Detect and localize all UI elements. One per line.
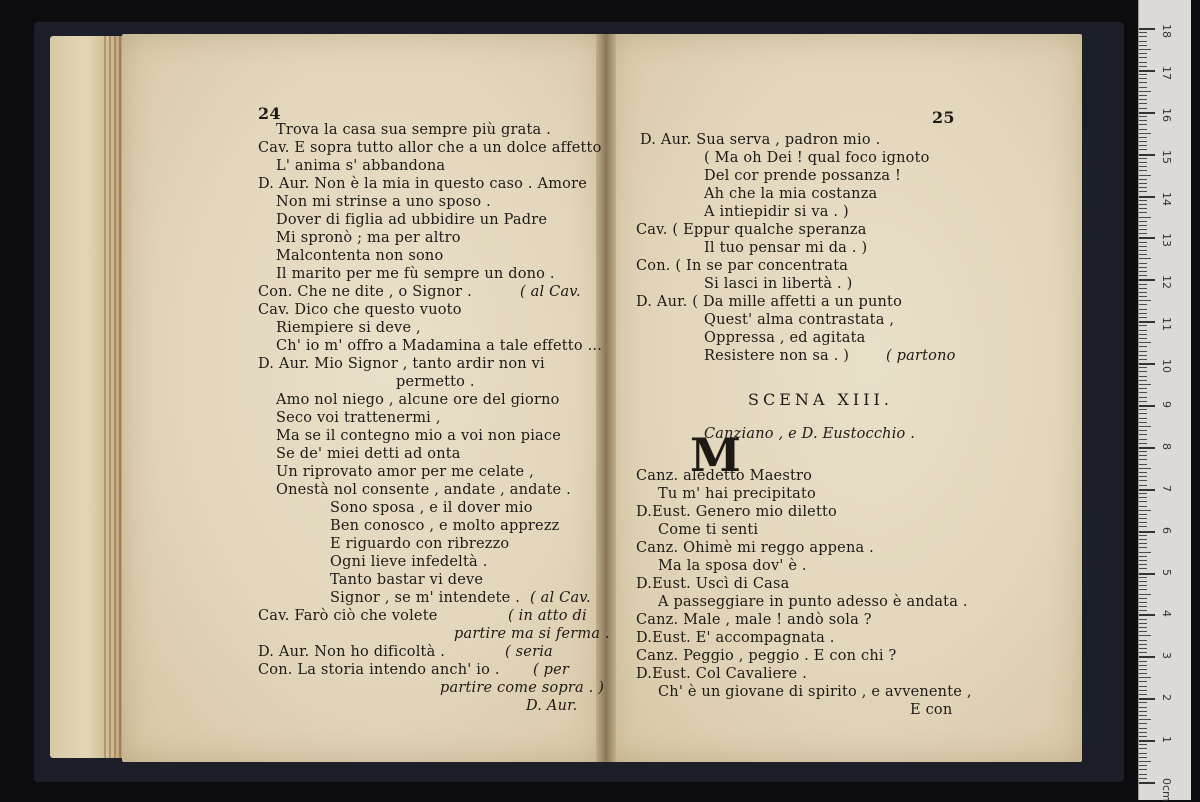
ruler-tick-minor <box>1139 673 1147 674</box>
ruler-tick-minor <box>1139 367 1147 368</box>
ruler-tick-minor <box>1139 451 1147 452</box>
ruler-tick-minor <box>1139 769 1147 770</box>
text-line: Con. La storia intendo anch' io . <box>258 662 500 678</box>
ruler-label: 8 <box>1160 442 1173 450</box>
ruler-label: 13 <box>1160 233 1173 248</box>
ruler-tick-minor <box>1139 455 1147 456</box>
ruler-tick-major <box>1139 405 1155 407</box>
ruler-tick-major <box>1139 70 1155 72</box>
ruler-tick-minor <box>1139 66 1147 67</box>
ruler-tick-minor <box>1139 585 1147 586</box>
ruler-tick-minor <box>1139 602 1147 603</box>
ruler-tick-minor <box>1139 526 1147 527</box>
text-line: Trova la casa sua sempre più grata . <box>276 122 551 138</box>
ruler-tick-major <box>1139 196 1155 198</box>
ruler-tick-minor <box>1139 208 1147 209</box>
text-line: D.Eust. E' accompagnata . <box>636 630 835 646</box>
ruler-tick-major <box>1139 531 1155 533</box>
ruler-tick-minor <box>1139 723 1147 724</box>
text-line: Cav. Farò ciò che volete <box>258 608 438 624</box>
ruler-tick-minor <box>1139 82 1147 83</box>
ruler-tick-minor <box>1139 346 1147 347</box>
ruler-tick-minor <box>1139 183 1147 184</box>
ruler-tick-minor <box>1139 669 1147 670</box>
ruler-tick-minor <box>1139 95 1147 96</box>
measurement-ruler <box>1138 0 1191 800</box>
ruler-tick-minor <box>1139 200 1147 201</box>
ruler-tick-minor <box>1139 715 1147 716</box>
ruler-tick-minor <box>1139 480 1147 481</box>
text-line: Come ti senti <box>658 522 759 538</box>
ruler-tick-minor <box>1139 254 1147 255</box>
text-line: Un riprovato amor per me celate , <box>276 464 534 480</box>
text-line: Il marito per me fù sempre un dono . <box>276 266 555 282</box>
ruler-tick-minor <box>1139 594 1151 595</box>
ruler-tick-minor <box>1139 568 1147 569</box>
ruler-tick-minor <box>1139 401 1147 402</box>
text-line: Ch' io m' offro a Madamina a tale effetto ... <box>276 338 603 354</box>
ruler-tick-minor <box>1139 610 1147 611</box>
ruler-tick-minor <box>1139 187 1147 188</box>
ruler-tick-minor <box>1139 300 1151 301</box>
ruler-tick-minor <box>1139 413 1147 414</box>
ruler-tick-minor <box>1139 342 1151 343</box>
ruler-tick-minor <box>1139 665 1147 666</box>
ruler-tick-minor <box>1139 212 1147 213</box>
ruler-tick-major <box>1139 28 1155 30</box>
ruler-tick-minor <box>1139 711 1147 712</box>
ruler-tick-minor <box>1139 145 1147 146</box>
ruler-tick-minor <box>1139 774 1147 775</box>
text-line: Seco voi trattenermi , <box>276 410 441 426</box>
ruler-tick-major <box>1139 489 1155 491</box>
ruler-tick-minor <box>1139 514 1147 515</box>
ruler-tick-minor <box>1139 351 1147 352</box>
ruler-tick-minor <box>1139 493 1147 494</box>
stage-direction: ( per <box>533 662 570 678</box>
text-line: E riguardo con ribrezzo <box>330 536 510 552</box>
drop-cap: M <box>690 428 741 482</box>
ruler-tick-minor <box>1139 250 1147 251</box>
ruler-tick-minor <box>1139 129 1147 130</box>
ruler-tick-minor <box>1139 694 1147 695</box>
ruler-tick-minor <box>1139 392 1147 393</box>
page-number: 24 <box>258 104 281 123</box>
ruler-tick-minor <box>1139 49 1151 50</box>
ruler-tick-minor <box>1139 564 1147 565</box>
ruler-tick-minor <box>1139 476 1147 477</box>
ruler-tick-minor <box>1139 497 1147 498</box>
text-line: Dover di figlia ad ubbidire un Padre <box>276 212 548 228</box>
scene-heading: SCENA XIII. <box>748 390 893 409</box>
stage-direction: partire come sopra . ) <box>440 680 605 696</box>
ruler-tick-minor <box>1139 765 1147 766</box>
ruler-label: 10 <box>1160 359 1173 374</box>
ruler-tick-minor <box>1139 376 1147 377</box>
text-line: Ah che la mia costanza <box>704 186 878 202</box>
ruler-tick-minor <box>1139 472 1147 473</box>
ruler-tick-minor <box>1139 175 1151 176</box>
stage-direction: ( partono <box>886 348 956 364</box>
ruler-tick-minor <box>1139 371 1147 372</box>
ruler-label: 5 <box>1160 568 1173 576</box>
stage-direction: partire ma si ferma . <box>454 626 610 642</box>
ruler-tick-minor <box>1139 619 1147 620</box>
ruler-tick-minor <box>1139 62 1147 63</box>
ruler-tick-minor <box>1139 313 1147 314</box>
ruler-tick-major <box>1139 279 1155 281</box>
ruler-tick-minor <box>1139 334 1147 335</box>
ruler-tick-minor <box>1139 510 1151 511</box>
ruler-tick-minor <box>1139 380 1147 381</box>
text-line: Ogni lieve infedeltà . <box>330 554 488 570</box>
ruler-tick-minor <box>1139 732 1147 733</box>
ruler-tick-minor <box>1139 778 1147 779</box>
ruler-tick-minor <box>1139 702 1147 703</box>
ruler-tick-minor <box>1139 753 1147 754</box>
text-line: Tanto bastar vi deve <box>330 572 484 588</box>
ruler-tick-minor <box>1139 556 1147 557</box>
ruler-tick-minor <box>1139 103 1147 104</box>
ruler-tick-minor <box>1139 418 1147 419</box>
ruler-tick-minor <box>1139 635 1151 636</box>
page-number: 25 <box>932 108 955 127</box>
catchword: D. Aur. <box>526 698 578 714</box>
ruler-tick-minor <box>1139 409 1147 410</box>
ruler-tick-minor <box>1139 141 1147 142</box>
text-line: Tu m' hai precipitato <box>658 486 816 502</box>
ruler-tick-minor <box>1139 309 1147 310</box>
ruler-label: 11 <box>1160 317 1173 332</box>
text-line: Con. Che ne dite , o Signor . <box>258 284 472 300</box>
ruler-tick-minor <box>1139 434 1147 435</box>
ruler-tick-minor <box>1139 338 1147 339</box>
ruler-tick-minor <box>1139 288 1147 289</box>
ruler-tick-minor <box>1139 36 1147 37</box>
ruler-tick-major <box>1139 740 1155 742</box>
ruler-tick-minor <box>1139 330 1147 331</box>
text-line: D. Aur. Sua serva , padron mio . <box>640 132 881 148</box>
ruler-tick-minor <box>1139 661 1147 662</box>
ruler-tick-minor <box>1139 388 1147 389</box>
ruler-tick-minor <box>1139 686 1147 687</box>
ruler-tick-minor <box>1139 757 1147 758</box>
text-line: Ben conosco , e molto apprezz <box>330 518 560 534</box>
text-line: Canz. aledetto Maestro <box>636 468 813 484</box>
ruler-tick-minor <box>1139 271 1147 272</box>
ruler-tick-minor <box>1139 217 1151 218</box>
ruler-tick-minor <box>1139 53 1147 54</box>
ruler-label: 7 <box>1160 484 1173 492</box>
ruler-tick-minor <box>1139 539 1147 540</box>
ruler-tick-minor <box>1139 78 1147 79</box>
text-line: Con. ( In se par concentrata <box>636 258 849 274</box>
ruler-tick-minor <box>1139 149 1147 150</box>
text-line: Cav. E sopra tutto allor che a un dolce affetto <box>258 140 602 156</box>
ruler-tick-minor <box>1139 74 1147 75</box>
text-line: Canz. Ohimè mi reggo appena . <box>636 540 874 556</box>
text-line: D.Eust. Uscì di Casa <box>636 576 790 592</box>
ruler-tick-minor <box>1139 581 1147 582</box>
ruler-tick-minor <box>1139 728 1147 729</box>
ruler-tick-major <box>1139 112 1155 114</box>
ruler-tick-minor <box>1139 317 1147 318</box>
text-line: Canz. Peggio , peggio . E con chi ? <box>636 648 897 664</box>
ruler-tick-minor <box>1139 627 1147 628</box>
ruler-tick-minor <box>1139 170 1147 171</box>
ruler-tick-minor <box>1139 707 1147 708</box>
ruler-label: 2 <box>1160 694 1173 702</box>
text-line: Resistere non sa . ) <box>704 348 850 364</box>
text-line: A intiepidir si va . ) <box>704 204 849 220</box>
ruler-tick-minor <box>1139 284 1147 285</box>
ruler-label: 1 <box>1160 736 1173 744</box>
stage-direction: ( seria <box>505 644 553 660</box>
ruler-tick-minor <box>1139 535 1147 536</box>
ruler-label: 15 <box>1160 149 1173 164</box>
ruler-tick-minor <box>1139 426 1151 427</box>
text-line: Ma la sposa dov' è . <box>658 558 807 574</box>
ruler-tick-minor <box>1139 158 1147 159</box>
ruler-tick-minor <box>1139 589 1147 590</box>
text-line: Sono sposa , e il dover mio <box>330 500 533 516</box>
ruler-tick-minor <box>1139 120 1147 121</box>
ruler-tick-minor <box>1139 506 1147 507</box>
ruler-tick-minor <box>1139 430 1147 431</box>
ruler-tick-minor <box>1139 522 1147 523</box>
ruler-tick-minor <box>1139 501 1147 502</box>
text-line: Oppressa , ed agitata <box>704 330 866 346</box>
text-line: D. Aur. Non è la mia in questo caso . Amore <box>258 176 588 192</box>
ruler-tick-minor <box>1139 41 1147 42</box>
ruler-tick-minor <box>1139 166 1147 167</box>
text-line: Onestà nol consente , andate , andate . <box>276 482 571 498</box>
ruler-tick-minor <box>1139 761 1151 762</box>
ruler-tick-minor <box>1139 355 1147 356</box>
ruler-tick-major <box>1139 573 1155 575</box>
ruler-tick-minor <box>1139 45 1147 46</box>
ruler-tick-minor <box>1139 99 1147 100</box>
scene-characters: Canziano , e D. Eustocchio . <box>704 426 916 442</box>
ruler-tick-minor <box>1139 124 1147 125</box>
ruler-tick-minor <box>1139 221 1147 222</box>
ruler-label: 6 <box>1160 526 1173 534</box>
ruler-tick-minor <box>1139 246 1147 247</box>
text-line: Quest' alma contrastata , <box>704 312 895 328</box>
stage-direction: ( al Cav. <box>520 284 581 300</box>
stage-direction: ( al Cav. <box>530 590 591 606</box>
ruler-tick-major <box>1139 154 1155 156</box>
ruler-tick-minor <box>1139 744 1147 745</box>
ruler-tick-major <box>1139 447 1155 449</box>
ruler-tick-minor <box>1139 108 1147 109</box>
ruler-tick-minor <box>1139 229 1147 230</box>
text-line: Il tuo pensar mi da . ) <box>704 240 868 256</box>
ruler-tick-minor <box>1139 547 1147 548</box>
stage-direction: ( in atto di <box>508 608 587 624</box>
text-line: D.Eust. Col Cavaliere . <box>636 666 807 682</box>
ruler-tick-minor <box>1139 631 1147 632</box>
ruler-tick-minor <box>1139 552 1151 553</box>
ruler-tick-minor <box>1139 384 1151 385</box>
ruler-label: 0cm <box>1160 778 1173 802</box>
ruler-tick-minor <box>1139 304 1147 305</box>
ruler-tick-minor <box>1139 652 1147 653</box>
ruler-tick-minor <box>1139 677 1151 678</box>
ruler-tick-minor <box>1139 263 1147 264</box>
ruler-tick-minor <box>1139 459 1147 460</box>
ruler-tick-minor <box>1139 606 1147 607</box>
ruler-tick-minor <box>1139 292 1147 293</box>
ruler-tick-minor <box>1139 439 1147 440</box>
catchword: E con <box>910 702 953 718</box>
ruler-tick-major <box>1139 656 1155 658</box>
text-line: Cav. Dico che questo vuoto <box>258 302 462 318</box>
ruler-label: 4 <box>1160 610 1173 618</box>
ruler-tick-minor <box>1139 275 1147 276</box>
text-line: Cav. ( Eppur qualche speranza <box>636 222 867 238</box>
ruler-tick-minor <box>1139 91 1151 92</box>
ruler-label: 14 <box>1160 191 1173 206</box>
ruler-label: 18 <box>1160 24 1173 38</box>
ruler-tick-minor <box>1139 518 1147 519</box>
text-line: Riempiere si deve , <box>276 320 421 336</box>
text-line: Mi spronò ; ma per altro <box>276 230 461 246</box>
ruler-tick-minor <box>1139 57 1147 58</box>
ruler-tick-minor <box>1139 191 1147 192</box>
text-line: D. Aur. Non ho dificoltà . <box>258 644 446 660</box>
text-line: permetto . <box>396 374 475 390</box>
text-line: Malcontenta non sono <box>276 248 444 264</box>
text-line: Ch' è un giovane di spirito , e avvenente , <box>658 684 972 700</box>
ruler-tick-minor <box>1139 468 1151 469</box>
ruler-tick-minor <box>1139 623 1147 624</box>
ruler-tick-major <box>1139 363 1155 365</box>
text-line: Amo nol niego , alcune ore del giorno <box>276 392 560 408</box>
ruler-tick-minor <box>1139 690 1147 691</box>
ruler-tick-minor <box>1139 233 1147 234</box>
text-line: D. Aur. ( Da mille affetti a un punto <box>636 294 903 310</box>
ruler-tick-minor <box>1139 116 1147 117</box>
ruler-tick-minor <box>1139 32 1147 33</box>
ruler-tick-minor <box>1139 325 1147 326</box>
ruler-tick-minor <box>1139 258 1151 259</box>
ruler-tick-major <box>1139 698 1155 700</box>
ruler-tick-minor <box>1139 443 1147 444</box>
ruler-tick-minor <box>1139 640 1147 641</box>
ruler-tick-minor <box>1139 736 1147 737</box>
ruler-tick-minor <box>1139 267 1147 268</box>
ruler-tick-major <box>1139 782 1155 784</box>
ruler-tick-major <box>1139 237 1155 239</box>
ruler-tick-minor <box>1139 560 1147 561</box>
text-line: Se de' miei detti ad onta <box>276 446 461 462</box>
text-line: Non mi strinse a uno sposo . <box>276 194 491 210</box>
text-line: D. Aur. Mio Signor , tanto ardir non vi <box>258 356 545 372</box>
ruler-tick-minor <box>1139 162 1147 163</box>
ruler-tick-minor <box>1139 359 1147 360</box>
ruler-tick-minor <box>1139 242 1147 243</box>
ruler-label: 16 <box>1160 107 1173 122</box>
ruler-tick-minor <box>1139 648 1147 649</box>
ruler-tick-minor <box>1139 137 1147 138</box>
text-line: Signor , se m' intendete . <box>330 590 521 606</box>
ruler-tick-minor <box>1139 485 1147 486</box>
ruler-tick-minor <box>1139 748 1147 749</box>
ruler-tick-minor <box>1139 204 1147 205</box>
ruler-label: 12 <box>1160 275 1173 290</box>
ruler-tick-minor <box>1139 225 1147 226</box>
ruler-tick-minor <box>1139 422 1147 423</box>
ruler-tick-minor <box>1139 598 1147 599</box>
ruler-tick-minor <box>1139 543 1147 544</box>
text-line: ( Ma oh Dei ! qual foco ignoto <box>704 150 930 166</box>
ruler-tick-minor <box>1139 133 1151 134</box>
ruler-tick-minor <box>1139 179 1147 180</box>
ruler-tick-minor <box>1139 87 1147 88</box>
ruler-tick-major <box>1139 614 1155 616</box>
ruler-tick-minor <box>1139 397 1147 398</box>
ruler-label: 9 <box>1160 401 1173 408</box>
text-line: Ma se il contegno mio a voi non piace <box>276 428 562 444</box>
text-line: A passeggiare in punto adesso è andata . <box>658 594 968 610</box>
text-line: Si lasci in libertà . ) <box>704 276 853 292</box>
text-line: L' anima s' abbandona <box>276 158 446 174</box>
ruler-label: 3 <box>1160 652 1173 660</box>
ruler-tick-minor <box>1139 464 1147 465</box>
ruler-tick-minor <box>1139 719 1151 720</box>
text-line: Canz. Male , male ! andò sola ? <box>636 612 872 628</box>
text-line: D.Eust. Genero mio diletto <box>636 504 837 520</box>
ruler-tick-minor <box>1139 644 1147 645</box>
ruler-tick-minor <box>1139 681 1147 682</box>
ruler-tick-minor <box>1139 577 1147 578</box>
ruler-tick-major <box>1139 321 1155 323</box>
text-line: Del cor prende possanza ! <box>704 168 902 184</box>
ruler-label: 17 <box>1160 65 1173 80</box>
ruler-tick-minor <box>1139 296 1147 297</box>
